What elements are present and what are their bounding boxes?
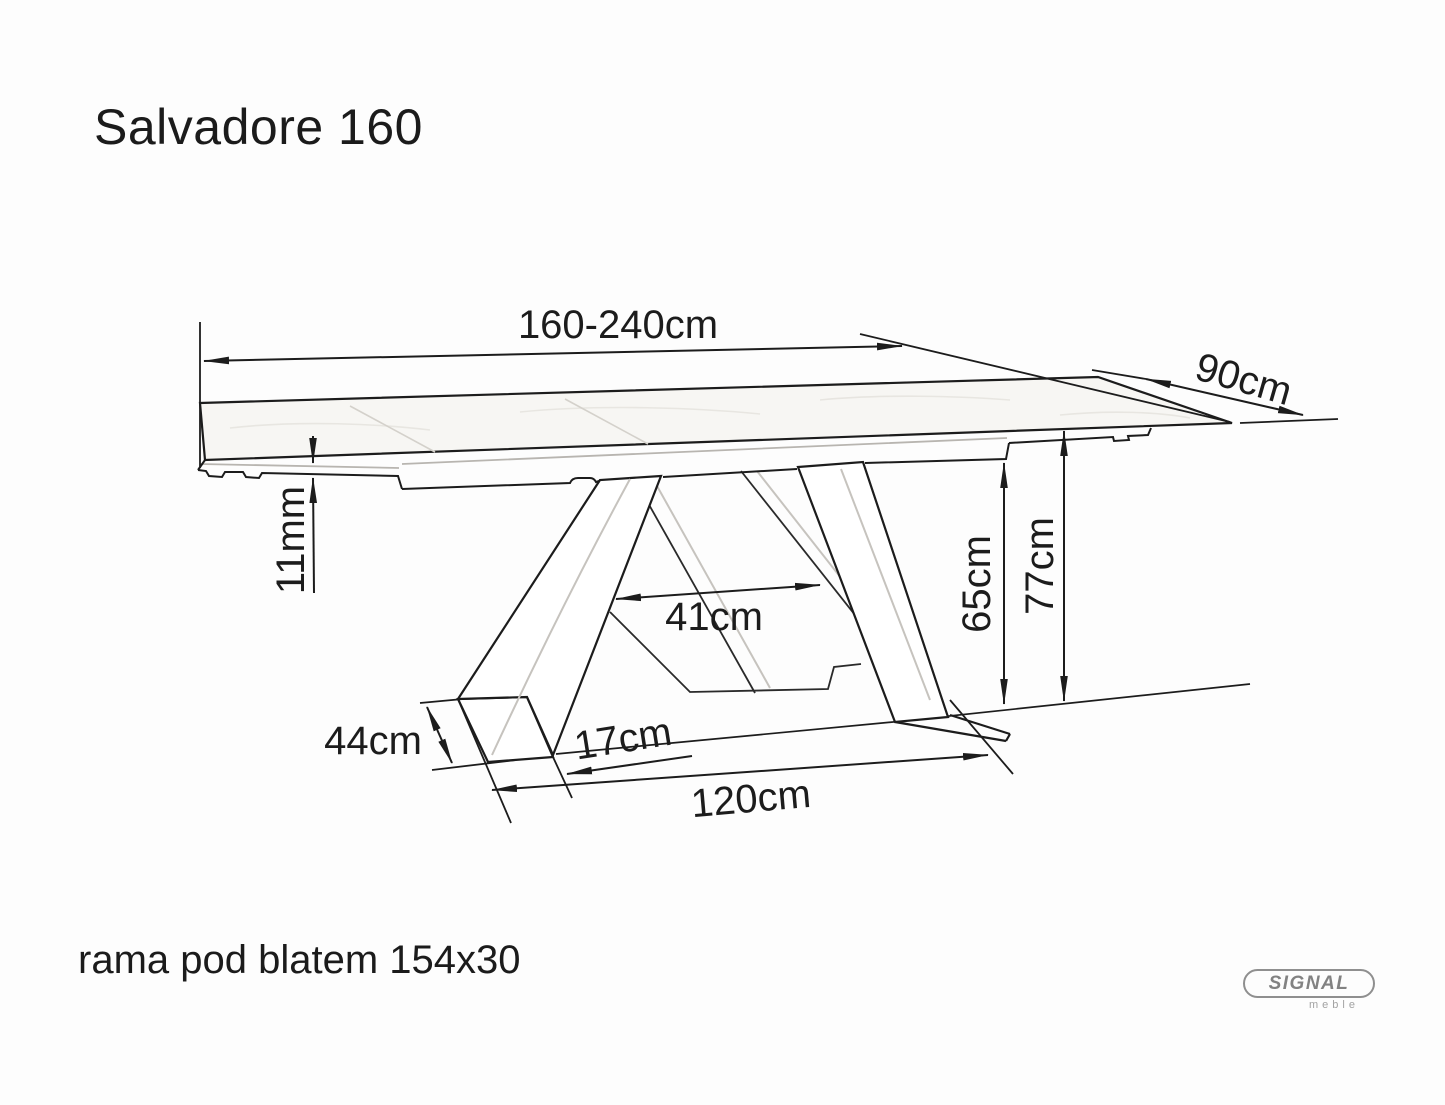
right-blade bbox=[798, 462, 948, 722]
logo-brand-text: SIGNAL bbox=[1268, 972, 1350, 994]
dim-label-thickness: 11mm bbox=[269, 485, 313, 595]
ext-foot-depth-bottom bbox=[432, 760, 516, 770]
tabletop bbox=[198, 377, 1232, 489]
dim-length bbox=[204, 346, 902, 361]
tabletop-surface bbox=[200, 377, 1232, 460]
dim-foot-depth bbox=[427, 707, 452, 763]
dim-label-depth: 90cm bbox=[1190, 344, 1297, 415]
page-title: Salvadore 160 bbox=[94, 99, 423, 155]
dim-label-underframe-height: 65cm bbox=[955, 535, 999, 633]
dim-label-foot-depth: 44cm bbox=[324, 719, 422, 763]
ext-foot-depth-top bbox=[420, 699, 463, 703]
dim-label-total-height: 77cm bbox=[1018, 517, 1062, 615]
brand-logo bbox=[1243, 969, 1375, 1013]
logo-pill bbox=[1243, 969, 1375, 998]
ext-foot-length bbox=[553, 757, 572, 798]
dim-label-feet-span: 120cm bbox=[689, 771, 813, 827]
frame-note: rama pod blatem 154x30 bbox=[78, 938, 521, 982]
ext-depth-far bbox=[1240, 419, 1338, 423]
dim-label-length: 160-240cm bbox=[517, 303, 719, 347]
dim-thickness-lower bbox=[313, 478, 314, 593]
ext-feet-span-right bbox=[950, 700, 1013, 774]
dim-label-foot-length: 17cm bbox=[571, 709, 675, 769]
dim-label-legs-gap: 41cm bbox=[665, 595, 763, 639]
logo-sub-text: meble bbox=[1309, 999, 1359, 1011]
